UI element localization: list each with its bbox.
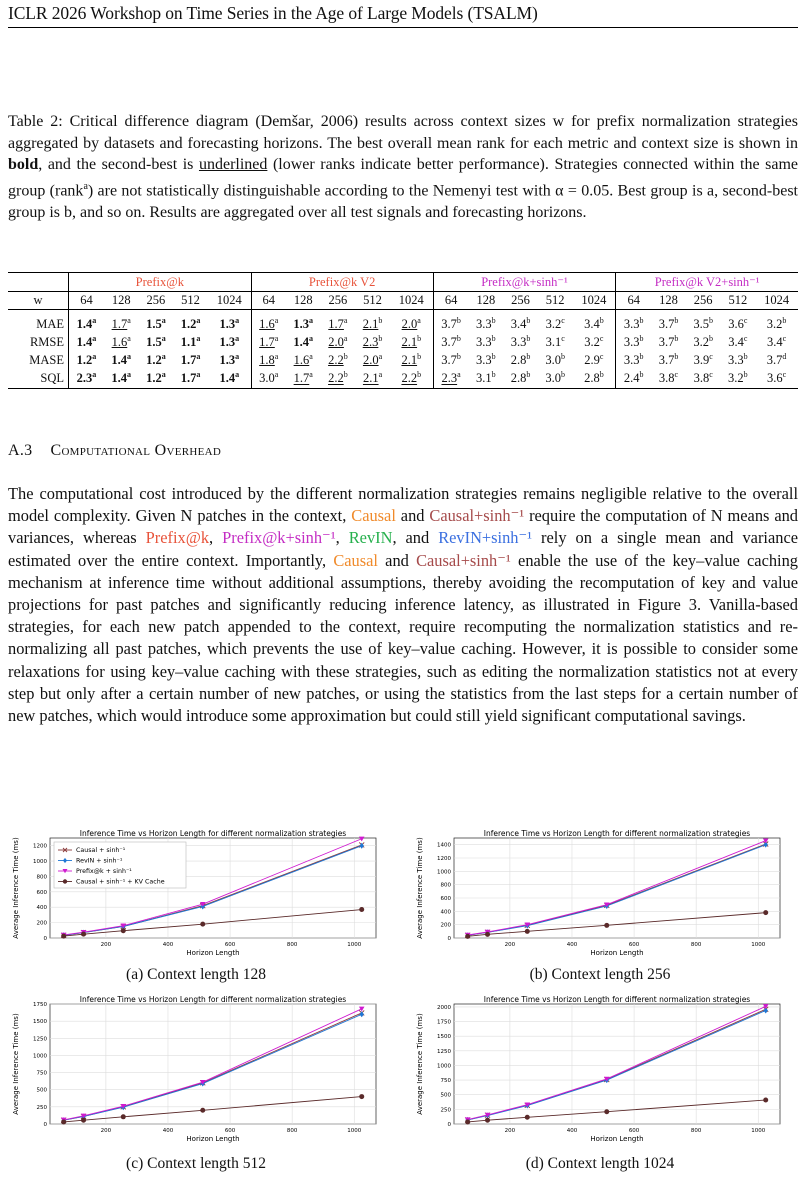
y-tick-label: 1000 xyxy=(33,1053,47,1060)
x-tick-label: 600 xyxy=(224,1128,236,1134)
rank-cell: 3.7$^b$ xyxy=(658,334,679,350)
body-text: , xyxy=(335,528,349,548)
body-text: and xyxy=(377,550,417,570)
x-axis-label: Horizon Length xyxy=(186,949,240,957)
metric-label: MASE xyxy=(29,352,64,367)
caption-underlined: underlined xyxy=(198,156,268,174)
body-text: rely on a single mean and variance estimated over the entire context. Importantly, xyxy=(8,528,798,570)
rank-cell: 3.7$^d$ xyxy=(766,352,787,368)
rank-cell: 1.6$^a$ xyxy=(251,310,286,334)
rank-cell: 2.0$^a$ xyxy=(362,352,383,368)
group-prefix-v2-sinh: Prefix@k V2+sinh⁻¹ xyxy=(616,273,798,292)
rank-cell: 2.2$^b$ xyxy=(390,369,433,388)
data-point xyxy=(525,929,530,934)
subcaption-c: (c) Context length 512 xyxy=(126,1155,266,1172)
w-value: 256 xyxy=(686,292,721,310)
rank-cell: 1.4$^a$ xyxy=(69,333,104,351)
table-w-header xyxy=(8,292,798,310)
rank-cell: 3.1$^b$ xyxy=(469,369,504,388)
rank-cell: 1.6$^a$ xyxy=(111,334,131,350)
rank-cell: 3.3$^b$ xyxy=(476,334,496,350)
chart-title: Inference Time vs Horizon Length for different normalization strategies xyxy=(483,829,751,838)
y-tick-label: 1750 xyxy=(437,1019,451,1026)
y-tick-label: 500 xyxy=(36,1087,47,1094)
body-text: require the computation of N means and variances, whereas xyxy=(8,506,798,548)
plot-area xyxy=(50,1004,376,1124)
x-tick-label: 800 xyxy=(286,1128,298,1134)
term-causal: Causal xyxy=(351,506,396,526)
rank-cell: 1.3$^a$ xyxy=(219,316,240,332)
w-value: 1024 xyxy=(755,292,798,310)
w-value: 64 xyxy=(69,292,104,310)
y-tick-label: 1250 xyxy=(33,1036,47,1043)
legend-label: Prefix@k + sinh⁻¹ xyxy=(76,868,132,876)
rank-cell: 1.7$^a$ xyxy=(251,333,286,351)
rank-cell: 1.3$^a$ xyxy=(219,334,240,350)
rank-cell: 3.7$^b$ xyxy=(433,351,468,369)
legend-label: Causal + sinh⁻¹ + KV Cache xyxy=(76,878,165,886)
x-tick-label: 800 xyxy=(690,1128,702,1134)
figure-d xyxy=(412,994,788,1146)
section-title: Computational Overhead xyxy=(50,442,222,459)
rank-cell: 3.3$^b$ xyxy=(616,333,651,351)
rank-cell: 1.4$^a$ xyxy=(111,352,132,368)
rank-cell: 2.4$^b$ xyxy=(616,369,651,388)
data-point xyxy=(200,922,205,927)
y-tick-label: 1200 xyxy=(437,856,451,862)
rank-cell: 1.4$^a$ xyxy=(69,310,104,334)
data-point xyxy=(763,1098,768,1103)
rank-cell: 2.8$^b$ xyxy=(510,352,531,368)
table-caption xyxy=(8,111,798,223)
rank-cell: 1.5$^a$ xyxy=(146,316,166,332)
data-point xyxy=(763,910,768,915)
w-value: 512 xyxy=(173,292,208,310)
rank-cell: 2.3$^a$ xyxy=(69,369,104,388)
data-point xyxy=(61,1119,66,1124)
y-tick-label: 1000 xyxy=(33,859,47,866)
data-point xyxy=(359,1094,364,1099)
y-tick-label: 0 xyxy=(447,1122,451,1128)
data-point xyxy=(465,934,470,939)
rank-cell: 3.2$^b$ xyxy=(693,334,713,350)
y-axis-label: Average Inference Time (ms) xyxy=(12,837,20,939)
rank-cell: 3.6$^c$ xyxy=(728,316,748,332)
figure-c xyxy=(8,994,384,1146)
body-text: The computational cost introduced by the different normalization strategies remains negligible relative to the overall model complexity. Given N patches in the context, xyxy=(8,484,798,526)
rank-cell: 2.3$^b$ xyxy=(362,334,383,350)
y-tick-label: 200 xyxy=(36,920,47,927)
rank-cell: 3.4$^c$ xyxy=(728,334,748,350)
caption-text: Table 2: Critical difference diagram (Demšar, 2006) results across context sizes w for prefix normalization strategies aggregated by datasets and forecasting horizons. The best overall mean rank for each metric and context size is shown in xyxy=(8,113,798,152)
y-tick-label: 1500 xyxy=(437,1034,451,1041)
rank-cell: 3.2$^c$ xyxy=(545,316,565,332)
y-tick-label: 0 xyxy=(43,1122,47,1128)
rank-cell: 3.1$^c$ xyxy=(545,334,565,350)
chart-b xyxy=(412,828,788,960)
w-value: 1024 xyxy=(390,292,433,310)
x-axis-label: Horizon Length xyxy=(590,949,644,957)
data-point xyxy=(61,934,66,939)
y-tick-label: 600 xyxy=(36,889,47,896)
term-causal: Causal xyxy=(333,550,378,570)
rank-cell: 1.1$^a$ xyxy=(180,334,201,350)
table-row xyxy=(8,310,798,334)
rank-cell: 3.5$^b$ xyxy=(693,316,713,332)
x-tick-label: 600 xyxy=(628,942,640,948)
rank-cell: 3.3$^b$ xyxy=(616,351,651,369)
y-tick-label: 750 xyxy=(440,1078,451,1085)
chart-d xyxy=(412,994,788,1146)
figure-a xyxy=(8,828,384,960)
w-value: 512 xyxy=(720,292,755,310)
y-tick-label: 1250 xyxy=(437,1048,451,1055)
chart-title: Inference Time vs Horizon Length for different normalization strategies xyxy=(79,995,347,1004)
rank-cell: 1.6$^a$ xyxy=(293,352,313,368)
w-value: 512 xyxy=(538,292,573,310)
chart-title: Inference Time vs Horizon Length for different normalization strategies xyxy=(79,829,347,838)
rank-cell: 2.3$^a$ xyxy=(433,369,468,388)
w-value: 256 xyxy=(503,292,538,310)
caption-text: , and the second-best is xyxy=(38,156,199,174)
rank-cell: 1.2$^a$ xyxy=(146,352,166,368)
data-point xyxy=(465,1119,470,1124)
w-value: 64 xyxy=(616,292,651,310)
data-point xyxy=(604,923,609,928)
metric-label: MAE xyxy=(36,316,64,331)
legend-marker xyxy=(63,879,67,883)
data-point xyxy=(81,1118,86,1123)
x-axis-label: Horizon Length xyxy=(186,1135,240,1143)
rank-cell: 1.5$^a$ xyxy=(146,334,166,350)
rank-cell: 3.2$^b$ xyxy=(766,316,787,332)
rank-cell: 2.1$^b$ xyxy=(401,334,422,350)
y-tick-label: 250 xyxy=(440,1107,451,1114)
rank-cell: 3.0$^b$ xyxy=(538,369,573,388)
x-tick-label: 400 xyxy=(162,942,174,948)
x-tick-label: 400 xyxy=(162,1128,174,1134)
y-tick-label: 0 xyxy=(447,936,451,942)
group-prefix-v2: Prefix@k V2 xyxy=(251,273,433,292)
subcaption-b: (b) Context length 256 xyxy=(529,966,671,983)
y-tick-label: 1200 xyxy=(33,843,47,850)
rank-cell: 3.6$^c$ xyxy=(755,369,798,388)
y-tick-label: 800 xyxy=(36,874,47,881)
y-axis-label: Average Inference Time (ms) xyxy=(416,1013,424,1115)
subcaption-d: (d) Context length 1024 xyxy=(525,1155,675,1172)
term-causal-sinh: Causal+sinh⁻¹ xyxy=(429,506,525,526)
rank-cell: 2.2$^b$ xyxy=(328,352,348,368)
x-tick-label: 200 xyxy=(504,942,516,948)
caption-text: (lower ranks indicate better performance). Strategies connected within the same group (rank xyxy=(8,156,798,200)
data-point xyxy=(485,1118,490,1123)
rank-cell: 3.3$^b$ xyxy=(510,334,531,350)
y-tick-label: 1500 xyxy=(33,1019,47,1026)
data-point xyxy=(604,1109,609,1114)
x-tick-label: 800 xyxy=(286,942,298,948)
figure-b xyxy=(412,828,788,960)
w-value: 64 xyxy=(433,292,468,310)
data-point xyxy=(359,907,364,912)
legend-label: Causal + sinh⁻¹ xyxy=(76,847,126,855)
term-causal-sinh: Causal+sinh⁻¹ xyxy=(416,550,511,570)
x-tick-label: 600 xyxy=(224,942,236,948)
rank-cell: 3.2$^b$ xyxy=(720,369,755,388)
rank-cell: 3.8$^c$ xyxy=(651,369,686,388)
x-tick-label: 400 xyxy=(566,942,578,948)
body-paragraph xyxy=(8,483,798,727)
w-value: 1024 xyxy=(573,292,616,310)
rank-cell: 3.2$^c$ xyxy=(584,334,604,350)
rank-cell: 3.4$^c$ xyxy=(766,334,787,350)
rank-cell: 1.3$^a$ xyxy=(293,316,314,332)
table-row xyxy=(8,333,798,351)
x-tick-label: 600 xyxy=(628,1128,640,1134)
y-tick-label: 500 xyxy=(440,1092,451,1099)
rank-cell: 2.0$^a$ xyxy=(328,334,348,350)
group-prefix-sinh: Prefix@k+sinh⁻¹ xyxy=(433,273,616,292)
y-tick-label: 2000 xyxy=(437,1004,451,1011)
section-number: A.3 xyxy=(8,442,33,459)
rank-cell: 1.7$^a$ xyxy=(111,316,131,332)
rank-cell: 1.2$^a$ xyxy=(69,351,104,369)
x-tick-label: 400 xyxy=(566,1128,578,1134)
x-tick-label: 1000 xyxy=(751,942,766,948)
header-rule xyxy=(8,27,798,28)
rank-cell: 3.9$^c$ xyxy=(693,352,713,368)
rank-cell: 3.7$^b$ xyxy=(433,333,468,351)
metric-label: RMSE xyxy=(29,334,64,349)
y-tick-label: 1000 xyxy=(437,869,451,876)
data-point xyxy=(525,1115,530,1120)
table-row xyxy=(8,351,798,369)
table-row xyxy=(8,369,798,388)
data-point xyxy=(200,1108,205,1113)
data-point xyxy=(485,932,490,937)
data-point xyxy=(81,932,86,937)
term-prefix: Prefix@k xyxy=(145,528,210,548)
rank-cell: 1.3$^a$ xyxy=(219,352,240,368)
y-axis-label: Average Inference Time (ms) xyxy=(12,1013,20,1115)
rank-cell: 3.3$^b$ xyxy=(728,352,748,368)
rank-cell: 3.4$^b$ xyxy=(510,316,531,332)
caption-text: ) are not statistically distinguishable according to the Nemenyi test with α = 0.05. Best group is a, second-best group is b, and so on. Results are aggregated over all test signals and forecasting horizons. xyxy=(8,182,798,221)
rank-cell: 2.1$^a$ xyxy=(355,369,390,388)
w-value: 128 xyxy=(469,292,504,310)
x-axis-label: Horizon Length xyxy=(590,1135,644,1143)
rank-cell: 3.8$^c$ xyxy=(686,369,721,388)
w-value: 128 xyxy=(286,292,321,310)
w-value: 128 xyxy=(651,292,686,310)
chart-a xyxy=(8,828,384,960)
body-text: , and xyxy=(392,528,439,548)
group-prefix: Prefix@k xyxy=(69,273,252,292)
rank-cell: 1.4$^a$ xyxy=(293,334,314,350)
data-point xyxy=(121,1114,126,1119)
rank-cell: 2.1$^b$ xyxy=(401,352,422,368)
rank-cell: 3.7$^b$ xyxy=(658,316,679,332)
y-tick-label: 750 xyxy=(36,1070,47,1077)
rank-cell: 1.4$^a$ xyxy=(208,369,251,388)
caption-sup: a xyxy=(83,180,88,192)
caption-bold: bold xyxy=(8,156,39,174)
chart-c xyxy=(8,994,384,1146)
y-tick-label: 1400 xyxy=(437,842,451,849)
rank-cell: 1.7$^a$ xyxy=(180,352,201,368)
w-value: 64 xyxy=(251,292,286,310)
rank-cell: 1.2$^a$ xyxy=(139,369,174,388)
y-tick-label: 200 xyxy=(440,922,451,929)
term-prefix-sinh: Prefix@k+sinh⁻¹ xyxy=(222,528,336,548)
section-heading xyxy=(8,442,221,460)
metric-label: SQL xyxy=(8,369,69,388)
y-tick-label: 250 xyxy=(36,1104,47,1111)
body-text: enable the use of the key–value caching mechanism at inference time without additional assumptions, thereby avoiding the recomputation of key and value projections for past patches and significantly reducing inference latency, as illustrated in Figure 3. Vanilla-based strategies, for each new patch appended to the context, require recomputing the normalization statistics and re-normalizing all past patches, which prevents the use of key–value caching. However, it is possible to consider some relaxations for using key–value caching with these strategies, such as editing the normalization statistics not at every step but only after a certain number of new patches, or using the statistics from the last steps for a certain number of new patches, which would introduce some approximation but could still yield significant computational savings. xyxy=(8,550,798,726)
y-tick-label: 800 xyxy=(440,882,451,889)
rank-cell: 2.8$^b$ xyxy=(573,369,616,388)
y-tick-label: 1750 xyxy=(33,1002,47,1008)
rank-cell: 2.0$^a$ xyxy=(401,316,421,332)
legend-label: RevIN + sinh⁻¹ xyxy=(76,857,123,865)
y-tick-label: 600 xyxy=(440,896,451,902)
rank-cell: 1.2$^a$ xyxy=(180,316,201,332)
subcaption-a: (a) Context length 128 xyxy=(126,966,266,983)
rank-cell: 2.9$^c$ xyxy=(584,352,604,368)
rank-cell: 3.3$^b$ xyxy=(616,310,651,334)
rank-cell: 1.7$^a$ xyxy=(286,369,321,388)
body-text: , xyxy=(209,528,223,548)
chart-title: Inference Time vs Horizon Length for different normalization strategies xyxy=(483,995,751,1004)
table-group-header xyxy=(8,273,798,292)
rank-cell: 3.3$^b$ xyxy=(476,316,496,332)
rank-cell: 3.7$^b$ xyxy=(433,310,468,334)
rank-cell: 1.7$^a$ xyxy=(173,369,208,388)
w-value: 256 xyxy=(321,292,356,310)
rank-cell: 1.8$^a$ xyxy=(251,351,286,369)
rank-cell: 1.4$^a$ xyxy=(104,369,139,388)
y-tick-label: 400 xyxy=(440,909,451,916)
x-tick-label: 1000 xyxy=(347,942,362,948)
y-tick-label: 1000 xyxy=(437,1063,451,1070)
plot-area xyxy=(454,838,780,938)
y-tick-label: 400 xyxy=(36,905,47,912)
w-value: 256 xyxy=(139,292,174,310)
data-point xyxy=(121,928,126,933)
rank-cell: 1.7$^a$ xyxy=(328,316,348,332)
page-header: ICLR 2026 Workshop on Time Series in the Age of Large Models (TSALM) xyxy=(8,3,538,23)
x-tick-label: 200 xyxy=(100,1128,112,1134)
results-table xyxy=(8,272,798,389)
term-revin: RevIN xyxy=(348,528,393,548)
rank-cell: 2.1$^b$ xyxy=(362,316,383,332)
rank-cell: 3.7$^b$ xyxy=(658,352,679,368)
x-tick-label: 1000 xyxy=(347,1128,362,1134)
x-tick-label: 1000 xyxy=(751,1128,766,1134)
y-tick-label: 0 xyxy=(43,936,47,942)
term-revin-sinh: RevIN+sinh⁻¹ xyxy=(438,528,533,548)
rank-cell: 2.2$^b$ xyxy=(321,369,356,388)
rank-cell: 2.8$^b$ xyxy=(503,369,538,388)
x-tick-label: 800 xyxy=(690,942,702,948)
x-tick-label: 200 xyxy=(100,942,112,948)
rank-cell: 3.0$^b$ xyxy=(545,352,565,368)
y-axis-label: Average Inference Time (ms) xyxy=(416,837,424,939)
rank-cell: 3.3$^b$ xyxy=(476,352,496,368)
x-tick-label: 200 xyxy=(504,1128,516,1134)
w-value: 128 xyxy=(104,292,139,310)
rank-cell: 3.4$^b$ xyxy=(584,316,604,332)
w-value: 512 xyxy=(355,292,390,310)
w-value: 1024 xyxy=(208,292,251,310)
w-label: w xyxy=(8,292,69,310)
rank-cell: 3.0$^a$ xyxy=(251,369,286,388)
body-text: and xyxy=(395,506,430,526)
